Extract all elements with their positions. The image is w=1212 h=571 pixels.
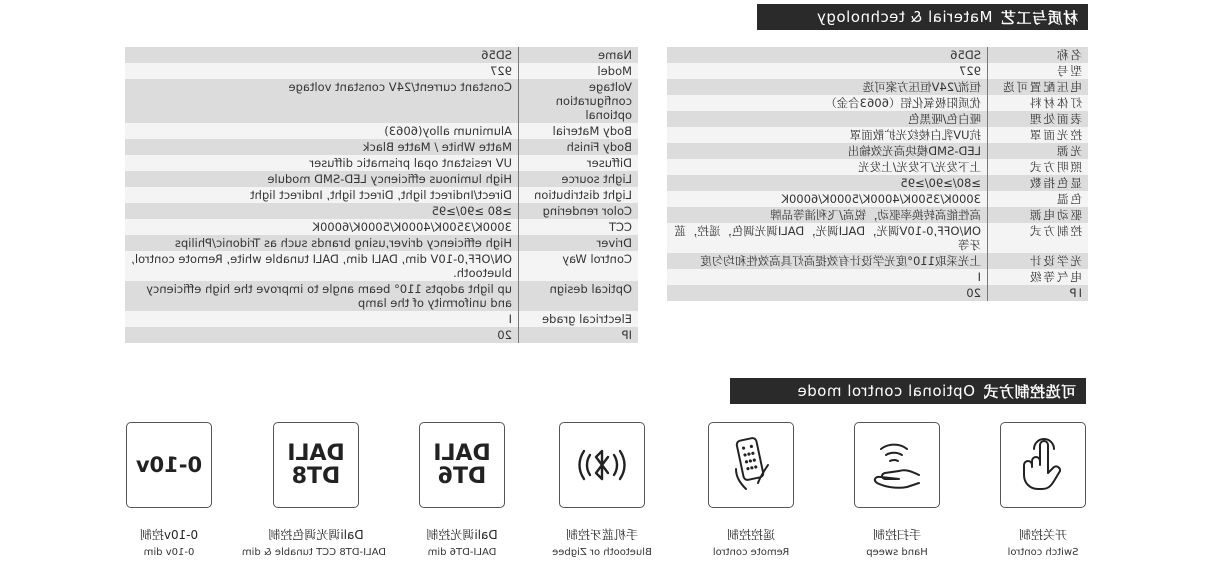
spec-row [667, 269, 1088, 285]
spec-row [667, 63, 1088, 79]
spec-label: 色温 [988, 191, 1089, 207]
spec-label: 名称 [988, 47, 1089, 63]
spec-row [667, 191, 1088, 207]
spec-value: I [667, 269, 988, 285]
spec-row [667, 111, 1088, 127]
control-label-en: Bluetooth or Zigbee [552, 547, 652, 558]
spec-value: ON/OFF,0-10V调光，DALI调光，DALI调光调色，遥控，蓝牙等 [667, 223, 988, 253]
spec-value: SD56 [667, 47, 988, 63]
spec-label: Electrical grade [519, 311, 639, 327]
spec-row [125, 187, 638, 203]
spec-label: 控光面罩 [988, 127, 1089, 143]
spec-row [125, 139, 638, 155]
spec-value: I [125, 311, 519, 327]
spec-row [125, 327, 638, 343]
spec-row [667, 127, 1088, 143]
spec-label: 控制方式 [988, 223, 1089, 253]
spec-value: 3000K/3500K/4000K/5000K/6000K [125, 219, 519, 235]
control-switch [1000, 422, 1086, 558]
spec-label: Voltage configuration optional [519, 79, 639, 123]
spec-value: 恒流/24V恒压方案可选 [667, 79, 988, 95]
control-label-zh: 遥控控制 [727, 528, 776, 542]
spec-row [667, 207, 1088, 223]
spec-row [125, 63, 638, 79]
material-title-zh: 材质与工艺 [1000, 8, 1078, 27]
spec-value: Aluminum alloy(6063) [125, 123, 519, 139]
spec-label: 光源 [988, 143, 1089, 159]
spec-row [667, 159, 1088, 175]
bluetooth-icon [559, 422, 645, 508]
spec-row [125, 311, 638, 327]
spec-row [667, 143, 1088, 159]
control-label-zh: 开关控制 [1019, 528, 1068, 542]
spec-label: 电压配置可选 [988, 79, 1089, 95]
spec-row [667, 223, 1088, 253]
control-label-en: Hand sweep [866, 547, 928, 558]
dali-dt6-icon: DALI DT6 [419, 422, 505, 508]
spec-value: SD56 [125, 47, 519, 63]
spec-row [125, 219, 638, 235]
remote-control-icon [708, 422, 794, 508]
spec-row [667, 79, 1088, 95]
spec-value: 哑白色/哑黑色 [667, 111, 988, 127]
spec-value: UV resistant opal prismatic diffuser [125, 155, 519, 171]
spec-label: 灯体材料 [988, 95, 1089, 111]
spec-value: LED-SMD模块高光效输出 [667, 143, 988, 159]
spec-label: Body Finish [519, 139, 639, 155]
control-section-header [730, 378, 1086, 404]
spec-value: up light adopts 110° beam angle to improve the high efficiency and uniformity of the lamp [125, 281, 519, 311]
spec-value: High efficiency driver,using brands such as Tridonic/Philips [125, 235, 519, 251]
spec-label: 电气等级 [988, 269, 1089, 285]
spec-label: Light distribution [519, 187, 639, 203]
spec-label: Driver [519, 235, 639, 251]
control-label-en: 0-10v dim [143, 547, 195, 558]
spec-row [667, 95, 1088, 111]
spec-value: Constant current/24V constant voltage [125, 79, 519, 123]
spec-row [125, 203, 638, 219]
control-bluetooth [532, 422, 672, 558]
spec-table-en [125, 47, 638, 343]
spec-row [667, 47, 1088, 63]
material-title-en: Material & technology [816, 8, 993, 26]
control-label-zh: 手扫控制 [873, 528, 922, 542]
spec-label: 显色指数 [988, 175, 1089, 191]
control-label-zh: Dali调光控制 [426, 528, 498, 542]
spec-value: 927 [667, 63, 988, 79]
spec-value: 927 [125, 63, 519, 79]
spec-label: 驱动电源 [988, 207, 1089, 223]
dali-dt8-icon: DALI DT8 [273, 422, 359, 508]
control-title-en: Optional control mode [796, 382, 975, 400]
spec-value: Direct/Indirect light, Direct light, Indirect light [125, 187, 519, 203]
spec-label: CCT [519, 219, 639, 235]
control-title-zh: 可选控制方式 [982, 382, 1076, 401]
spec-row [125, 171, 638, 187]
control-0-10v [126, 422, 212, 558]
control-label-en: Switch control [1007, 547, 1079, 558]
hand-tap-icon [1000, 422, 1086, 508]
control-label-en: DALI-DT6 dim [427, 547, 497, 558]
spec-value: 3000K/3500K/4000K/5000K/6000K [667, 191, 988, 207]
spec-label: 型号 [988, 63, 1089, 79]
control-label-zh: 手机蓝牙控制 [566, 528, 639, 542]
spec-label: 光学设计 [988, 253, 1089, 269]
spec-label: Diffuser [519, 155, 639, 171]
control-dali-dt8 [241, 422, 386, 558]
spec-row [667, 253, 1088, 269]
spec-value: 上下发光/下发光/上发光 [667, 159, 988, 175]
spec-value: 高性能高转换率驱动，锐高/飞利浦等品牌 [667, 207, 988, 223]
spec-row [125, 251, 638, 281]
spec-label: 照明方式 [988, 159, 1089, 175]
spec-label: Light source [519, 171, 639, 187]
spec-value: 抗UV乳白棱纹光扩散面罩 [667, 127, 988, 143]
spec-value: ≥80/≥90/≥95 [667, 175, 988, 191]
spec-label: Model [519, 63, 639, 79]
zero-ten-volt-icon: 0-10v [126, 422, 212, 508]
spec-row [125, 155, 638, 171]
spec-label: Optical design [519, 281, 639, 311]
spec-label: IP [519, 327, 639, 343]
spec-value: 上光采取110°度光学设计有效提高灯具高效性和均匀度 [667, 253, 988, 269]
spec-row [667, 285, 1088, 301]
control-dali-dt6 [419, 422, 505, 558]
spec-value: ON/OFF,0-10V dim, DALI dim, DALI tunable white, Remote control, bluetooth. [125, 251, 519, 281]
spec-row [125, 47, 638, 63]
spec-row [667, 175, 1088, 191]
spec-label: 表面处理 [988, 111, 1089, 127]
spec-row [125, 123, 638, 139]
hand-sweep-icon [854, 422, 940, 508]
spec-value: Matte White / Matte Black [125, 139, 519, 155]
spec-value: ≥80 ≥90/≥95 [125, 203, 519, 219]
control-label-zh: 0-10v控制 [139, 528, 199, 542]
spec-value: 优质阳极氧化铝（6063合金） [667, 95, 988, 111]
spec-table-zh [667, 47, 1088, 301]
spec-label: Body Material [519, 123, 639, 139]
control-label-en: Remote control [712, 547, 790, 558]
spec-label: IP [988, 285, 1089, 301]
control-hand-sweep [854, 422, 940, 558]
spec-value: High luminous efficiency LED-SMD module [125, 171, 519, 187]
control-label-en: DALI-DT8 CCT tunable & dim [241, 547, 386, 558]
spec-row [125, 79, 638, 123]
control-label-zh: Dali调光调色控制 [268, 528, 364, 542]
spec-label: Control Way [519, 251, 639, 281]
material-section-header [757, 4, 1088, 30]
spec-value: 20 [125, 327, 519, 343]
control-remote [708, 422, 794, 558]
spec-row [125, 281, 638, 311]
spec-label: Color rendering [519, 203, 639, 219]
spec-value: 20 [667, 285, 988, 301]
spec-row [125, 235, 638, 251]
spec-label: Name [519, 47, 639, 63]
